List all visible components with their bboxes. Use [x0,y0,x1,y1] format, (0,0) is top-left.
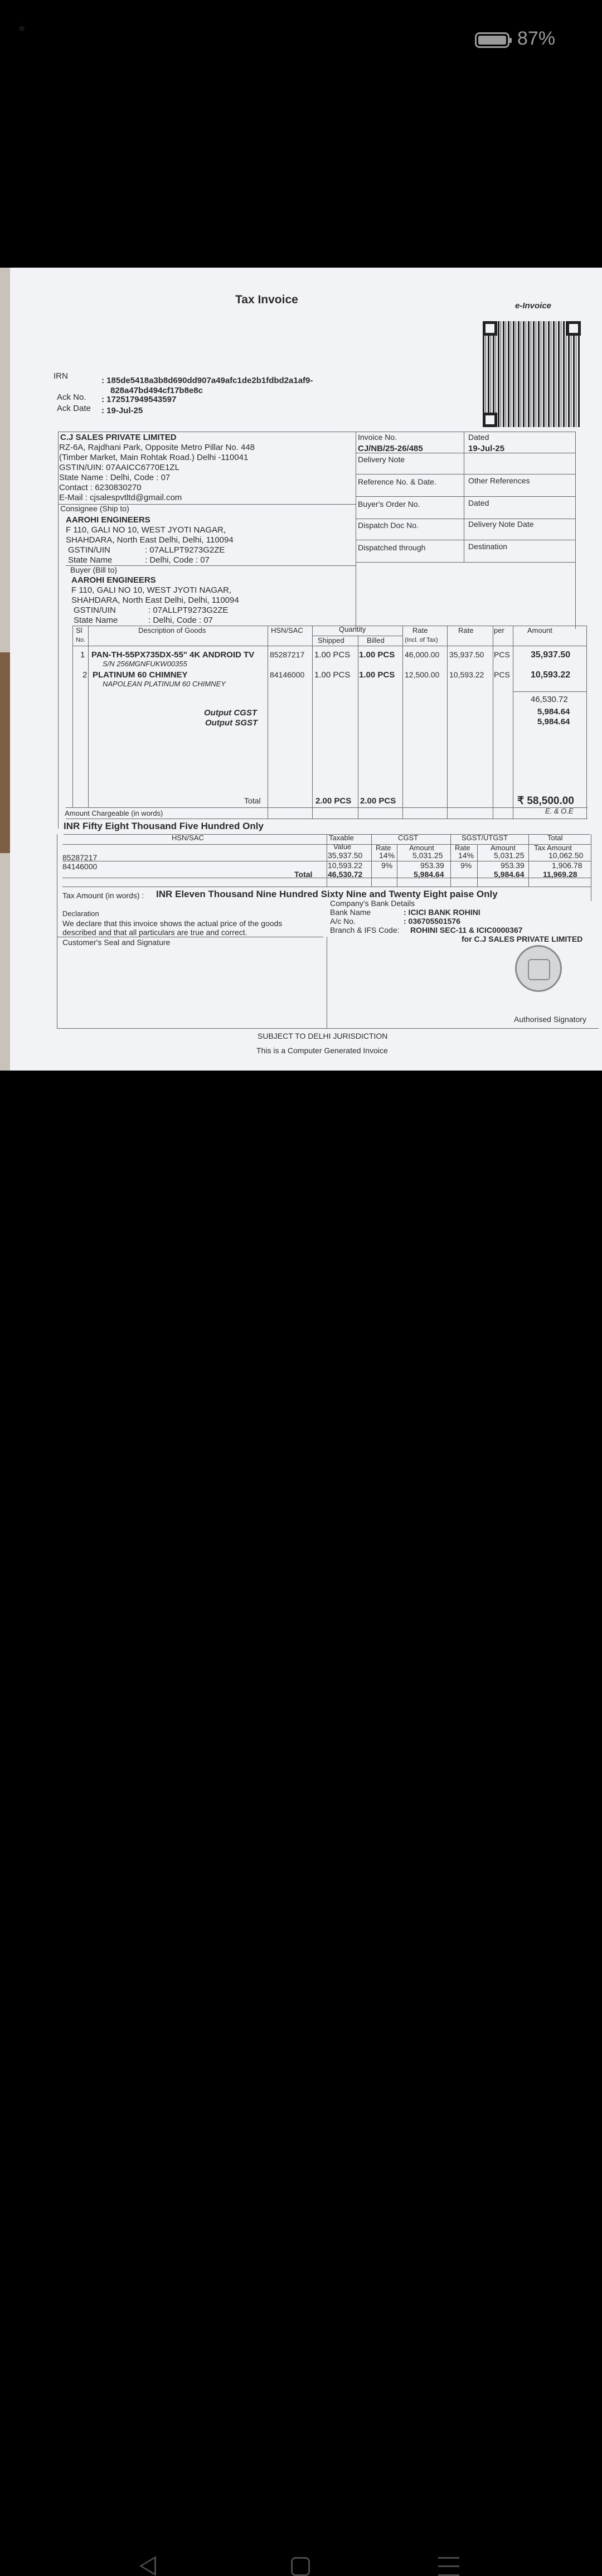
item-2-amount: 10,593.22 [531,670,571,680]
col-rate: Rate [458,626,474,635]
tax-col-cgst: CGST [398,834,419,842]
tax-total-cgst: 5,984.64 [414,870,444,879]
bank-branch-label: Branch & IFS Code: [330,926,400,934]
bank-branch: ROHINI SEC-11 & ICIC0000367 [410,926,523,934]
col-rate-incl-note: (Incl. of Tax) [405,637,438,643]
home-icon[interactable] [291,2557,310,2576]
item-1-sl: 1 [80,650,85,660]
tax-col-tax-amount: Tax Amount [534,844,572,852]
amount-words-label: Amount Chargeable (in words) [65,809,163,817]
tax-row-1-sgst-amt: 5,031.25 [494,851,525,860]
seller-email: E-Mail : cjsalespvtltd@gmail.com [59,493,182,502]
item-2-rate-incl: 12,500.00 [405,670,440,679]
authorised-signatory: Authorised Signatory [514,1015,586,1024]
eoe: E. & O.E [545,807,574,815]
cgst-label: Output CGST [204,708,257,718]
jurisdiction: SUBJECT TO DELHI JURISDICTION [258,1032,388,1040]
item-2-hsn: 84146000 [270,670,305,679]
tax-total-label: Total [294,870,313,879]
amount-words: INR Fifty Eight Thousand Five Hundred Only [64,821,264,831]
battery-percent: 87% [517,28,556,49]
item-2-rate: 10,593.22 [449,670,484,679]
tax-row-2-total: 1,906.78 [552,861,582,870]
bank-ac-label: A/c No. [330,917,356,926]
declaration-line-2: described and that all particulars are true and correct. [62,928,247,937]
seller-addr-2: (Timber Market, Main Rohtak Road.) Delhi -110041 [59,453,249,462]
item-1-amount: 35,937.50 [531,650,571,660]
irn-label: IRN [54,371,68,381]
e-invoice-label: e-Invoice [515,301,552,311]
item-2-billed: 1.00 PCS [359,670,395,680]
tax-col-sgst-amount: Amount [491,844,516,852]
item-1-billed: 1.00 PCS [359,650,395,660]
irn-line-2: 828a47bd494cf17b8e8c [110,386,203,395]
bank-name: : ICICI BANK ROHINI [404,908,480,917]
tax-row-1-taxable: 35,937.50 [328,851,363,860]
buyer-state-label: State Name [74,616,118,625]
tax-row-1-cgst-amt: 5,031.25 [412,851,443,860]
tax-total-sgst: 5,984.64 [494,870,525,879]
seller-addr-1: RZ-6A, Rajdhani Park, Opposite Metro Pillar No. 448 [59,443,255,452]
seller-state: State Name : Delhi, Code : 07 [59,473,171,482]
computer-generated-note: This is a Computer Generated Invoice [256,1046,388,1055]
col-rate-incl: Rate [412,626,428,635]
item-1-per: PCS [494,650,510,659]
tax-col-taxable: Taxable [329,834,354,842]
tax-row-2-sgst-rate: 9% [460,861,472,870]
ack-date: : 19-Jul-25 [101,406,143,415]
consignee-label: Consignee (Ship to) [60,504,129,513]
col-quantity: Quantity [339,625,366,633]
tax-row-2-sgst-amt: 953.39 [501,861,525,870]
sgst-label: Output SGST [205,718,258,728]
invoice-paper [10,268,602,1071]
consignee-gstin-label: GSTIN/UIN [68,545,110,555]
tax-col-cgst-rate: Rate [376,844,391,852]
dated-2-label: Dated [468,498,489,507]
tax-row-1-total: 10,062.50 [548,851,584,860]
tax-col-sgst: SGST/UTGST [462,834,508,842]
total-amount: ₹ 58,500.00 [517,795,574,807]
item-1-sub: S/N 256MGNFUKW00355 [103,660,187,668]
tax-row-2-taxable: 10,593.22 [328,861,363,870]
delivery-note-label: Delivery Note [358,455,405,464]
col-per: per [494,626,504,635]
consignee-name: AAROHI ENGINEERS [66,515,151,525]
cgst-amount: 5,984.64 [537,707,570,716]
col-hsn: HSN/SAC [271,626,303,635]
item-1-desc: PAN-TH-55PX735DX-55" 4K ANDROID TV [91,650,255,660]
buyer-gstin: : 07ALLPT9273G2ZE [148,606,229,615]
col-sl: Sl [76,626,82,635]
total-label: Total [244,796,261,805]
consignee-gstin: : 07ALLPT9273G2ZE [145,545,225,555]
tax-words: INR Eleven Thousand Nine Hundred Sixty Nine and Twenty Eight paise Only [156,889,498,899]
qr-code [483,321,581,427]
status-bar [0,0,602,78]
delivery-note-date-label: Delivery Note Date [468,520,534,529]
bank-name-label: Bank Name [330,908,371,917]
consignee-addr-2: SHAHDARA, North East Delhi, Delhi, 110094 [66,535,234,545]
consignee-addr-1: F 110, GALI NO 10, WEST JYOTI NAGAR, [66,525,226,535]
irn-line-1: : 185de5418a3b8d690dd907a49afc1de2b1fdbd2a1af9- [101,376,313,385]
seller-name: C.J SALES PRIVATE LIMITED [60,433,177,442]
tax-total-taxable: 46,530.72 [328,870,363,879]
tax-row-2-cgst-rate: 9% [381,861,393,870]
col-amount: Amount [527,626,552,635]
tax-row-2-hsn: 84146000 [62,862,98,871]
invoice-no: CJ/NB/25-26/485 [358,444,423,453]
item-1-rate-incl: 46,000.00 [405,650,440,659]
battery-icon [475,32,509,48]
dispatch-doc-label: Dispatch Doc No. [358,521,419,530]
tax-words-label: Tax Amount (in words) : [62,891,144,900]
tax-row-1-cgst-rate: 14% [379,851,395,860]
col-description: Description of Goods [138,626,206,635]
tax-col-value: Value [333,842,352,851]
col-billed: Billed [367,636,385,645]
back-icon[interactable] [139,2556,156,2576]
tax-row-2-cgst-amt: 953.39 [420,861,444,870]
col-no: No. [76,637,86,643]
ack-no-label: Ack No. [57,393,86,402]
item-2-per: PCS [494,670,510,679]
destination-label: Destination [468,542,508,551]
item-1-hsn: 85287217 [270,650,305,659]
dispatched-through-label: Dispatched through [358,543,426,552]
bank-title: Company's Bank Details [330,899,415,908]
invoice-no-label: Invoice No. [358,433,397,442]
buyer-gstin-label: GSTIN/UIN [74,606,116,615]
navigation-bar [0,1266,602,1338]
invoice-title: Tax Invoice [235,293,298,306]
buyer-state: : Delhi, Code : 07 [148,616,213,625]
declaration-label: Declaration [62,909,99,918]
total-shipped: 2.00 PCS [315,796,352,806]
seller-contact: Contact : 6230830270 [59,483,142,492]
customer-seal-label: Customer's Seal and Signature [62,938,171,947]
col-shipped: Shipped [318,636,344,645]
seller-gstin: GSTIN/UIN: 07AAICC6770E1ZL [59,463,179,472]
ack-no: : 172517949543597 [101,395,177,404]
item-2-desc: PLATINUM 60 CHIMNEY [93,670,188,680]
tax-total-amount: 11,969.28 [543,870,577,879]
sgst-amount: 5,984.64 [537,717,570,727]
buyers-order-label: Buyer's Order No. [358,500,420,509]
tax-col-hsn: HSN/SAC [172,834,204,842]
ack-date-label: Ack Date [57,404,91,413]
company-seal [515,945,562,992]
recents-icon[interactable] [438,2557,459,2576]
buyer-addr-1: F 110, GALI NO 10, WEST JYOTI NAGAR, [71,585,232,595]
reference-label: Reference No. & Date. [358,477,436,486]
consignee-state-label: State Name [68,555,113,565]
dated: 19-Jul-25 [468,444,505,453]
camera-dot [19,26,25,31]
item-2-sub: NAPOLEAN PLATINUM 60 CHIMNEY [103,680,226,688]
dated-label: Dated [468,433,489,442]
tax-row-1-hsn: 85287217 [62,853,98,862]
tax-row-1-sgst-rate: 14% [458,851,474,860]
other-references-label: Other References [468,476,530,485]
tax-col-sgst-rate: Rate [455,844,470,852]
tax-col-cgst-amount: Amount [409,844,434,852]
buyer-label: Buyer (Bill to) [70,565,118,574]
subtotal: 46,530.72 [531,695,568,704]
buyer-addr-2: SHAHDARA, North East Delhi, Delhi, 110094 [71,595,239,605]
declaration-line-1: We declare that this invoice shows the actual price of the goods [62,919,283,928]
buyer-name: AAROHI ENGINEERS [71,575,156,585]
item-1-shipped: 1.00 PCS [314,650,351,660]
bank-ac: : 036705501576 [404,917,460,926]
for-company: for C.J SALES PRIVATE LIMITED [462,934,583,943]
invoice-photo [0,268,602,1071]
consignee-state: : Delhi, Code : 07 [145,555,210,565]
total-billed: 2.00 PCS [360,796,396,806]
item-2-shipped: 1.00 PCS [314,670,351,680]
item-1-rate: 35,937.50 [449,650,484,659]
tax-col-total: Total [547,834,563,842]
item-2-sl: 2 [82,670,88,680]
